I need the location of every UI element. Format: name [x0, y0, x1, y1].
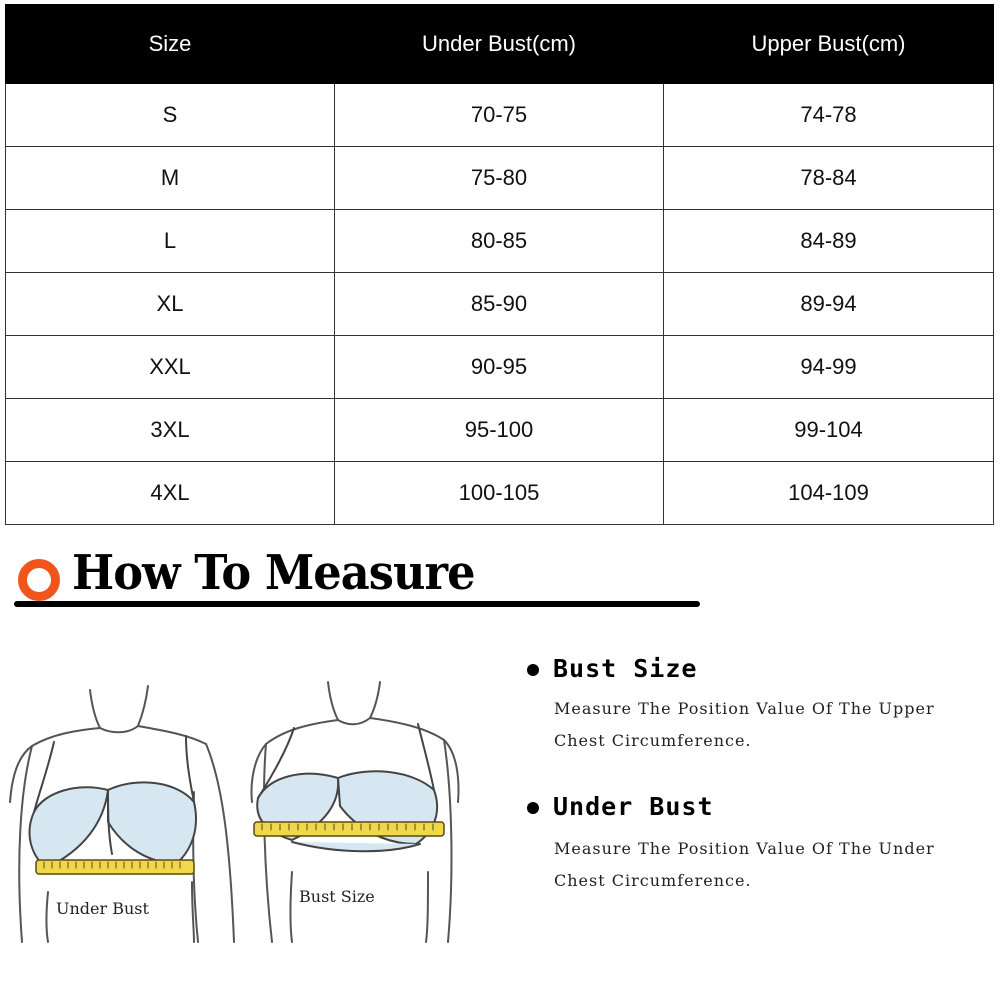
table-row — [6, 84, 994, 147]
table-row — [6, 210, 994, 273]
size-cell: M — [6, 147, 335, 210]
orange-ring-icon — [18, 559, 60, 601]
table-row — [6, 336, 994, 399]
measuring-illustration — [8, 672, 500, 947]
instruction-heading: Under Bust — [553, 792, 714, 821]
under-bust-cell: 100-105 — [335, 462, 664, 525]
table-header-row — [6, 5, 994, 84]
under-bust-figure-label: Under Bust — [56, 899, 149, 918]
upper-bust-cell: 74-78 — [664, 84, 994, 147]
upper-bust-cell: 78-84 — [664, 147, 994, 210]
size-cell: S — [6, 84, 335, 147]
bullet-icon — [527, 802, 539, 814]
table-row — [6, 399, 994, 462]
table-row — [6, 273, 994, 336]
under-bust-cell: 75-80 — [335, 147, 664, 210]
how-to-measure-header — [14, 545, 704, 615]
under-bust-cell: 90-95 — [335, 336, 664, 399]
instruction-description: Measure The Position Value Of The Under Chest Circumference. — [554, 839, 935, 890]
upper-bust-cell: 104-109 — [664, 462, 994, 525]
upper-bust-cell: 99-104 — [664, 399, 994, 462]
column-header-size: Size — [6, 5, 335, 84]
size-table — [5, 4, 994, 525]
instruction-heading: Bust Size — [553, 654, 698, 683]
under-bust-cell: 80-85 — [335, 210, 664, 273]
size-cell: L — [6, 210, 335, 273]
bullet-icon — [527, 664, 539, 676]
bust-size-instruction — [527, 654, 967, 757]
under-bust-cell: 70-75 — [335, 84, 664, 147]
title-underline — [14, 601, 700, 607]
size-cell: 4XL — [6, 462, 335, 525]
table-row — [6, 462, 994, 525]
column-header-under-bust: Under Bust(cm) — [335, 5, 664, 84]
column-header-upper-bust: Upper Bust(cm) — [664, 5, 994, 84]
section-title: How To Measure — [72, 545, 475, 601]
under-bust-instruction — [527, 792, 967, 897]
upper-bust-cell: 84-89 — [664, 210, 994, 273]
table-row — [6, 147, 994, 210]
instruction-description: Measure The Position Value Of The Upper Chest Circumference. — [554, 699, 935, 750]
upper-bust-cell: 89-94 — [664, 273, 994, 336]
under-bust-cell: 95-100 — [335, 399, 664, 462]
size-cell: XL — [6, 273, 335, 336]
size-cell: 3XL — [6, 399, 335, 462]
size-cell: XXL — [6, 336, 335, 399]
upper-bust-cell: 94-99 — [664, 336, 994, 399]
under-bust-cell: 85-90 — [335, 273, 664, 336]
bust-size-figure-label: Bust Size — [299, 887, 375, 906]
